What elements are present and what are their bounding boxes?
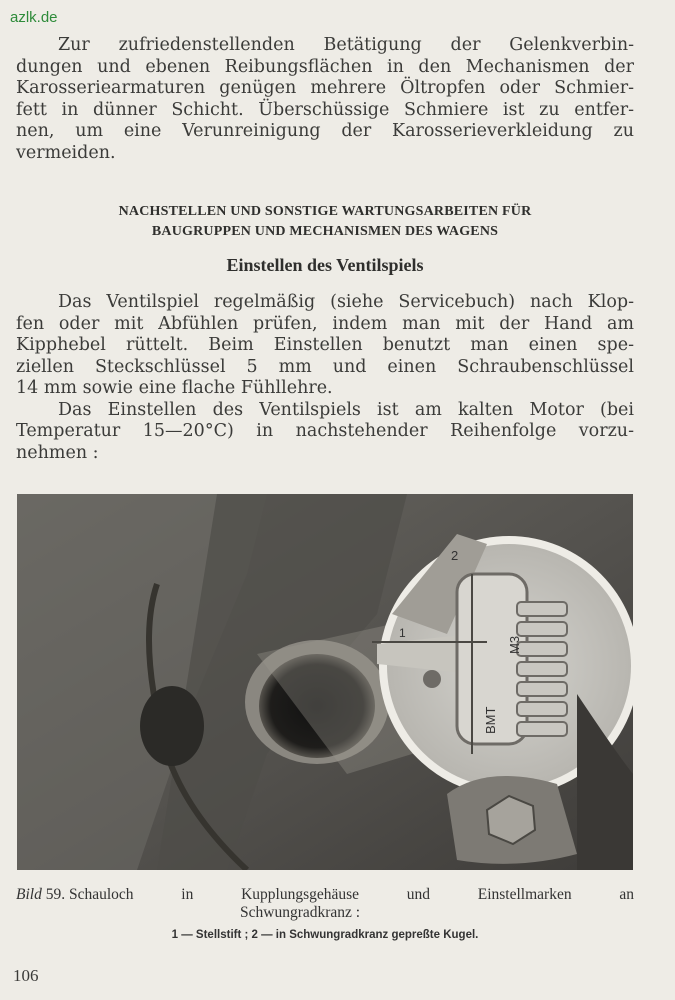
text-line: nehmen : <box>16 442 99 463</box>
mark-label: 1 <box>399 626 406 640</box>
caption-label: Bild <box>16 886 42 903</box>
flywheel-inspection-photo <box>17 494 633 870</box>
caption-lead <box>16 886 134 904</box>
text-line: Zur zufriedenstellenden Betätigung der Gelenkverbin- <box>58 35 634 55</box>
caption-word: Einstellmarken <box>477 886 572 903</box>
mark-label: ВМТ <box>483 706 498 734</box>
caption-line: Schwungradkranz : <box>240 904 361 921</box>
text-line: Kipphebel rüttelt. Beim Einstellen benutzt man einen spe- <box>16 335 634 355</box>
text-line: nen, um eine Verunreinigung der Karosserieverkleidung zu <box>16 121 634 141</box>
caption-line <box>16 886 634 904</box>
figure-photo <box>17 494 633 870</box>
caption-number: 59. <box>45 886 66 903</box>
section-heading <box>16 202 634 242</box>
text-line: vermeiden. <box>16 142 116 163</box>
text-line: Das Einstellen des Ventilspiels ist am kalten Motor (bei <box>58 399 634 420</box>
text-line: Karosseriearmaturen genügen mehrere Öltropfen oder Schmier- <box>16 78 634 98</box>
text-line: Temperatur 15—20°C) in nachstehender Reihenfolge vorzu- <box>16 421 634 441</box>
caption-word: in <box>181 886 194 903</box>
caption-word: Kupplungsgehäuse <box>241 886 360 903</box>
caption-word: an <box>619 886 634 903</box>
mark-label: 2 <box>451 548 459 563</box>
intro-paragraph <box>16 35 634 164</box>
caption-word: Schauloch <box>68 886 134 903</box>
text-line: Das Ventilspiel regelmäßig (siehe Servicebuch) nach Klop- <box>58 292 634 312</box>
caption-word: und <box>406 886 431 903</box>
section-heading-line: NACHSTELLEN UND SONSTIGE WARTUNGSARBEITEN FÜR <box>118 204 532 219</box>
mark-label: М3 <box>507 635 522 654</box>
text-line: fen oder mit Abfühlen prüfen, indem man mit der Hand am <box>16 313 634 334</box>
subheading: Einstellen des Ventilspiels <box>226 255 424 275</box>
page-number: 106 <box>13 966 39 985</box>
watermark: azlk.de <box>10 9 58 26</box>
text-line: dungen und ebenen Reibungsflächen in den Mechanismen der <box>16 56 634 77</box>
section-heading-line: BAUGRUPPEN UND MECHANISMEN DES WAGENS <box>151 224 499 239</box>
text-line: ziellen Steckschlüssel 5 mm und einen Schraubenschlüssel <box>16 356 634 377</box>
text-line: fett in dünner Schicht. Überschüssige Schmiere ist zu entfer- <box>16 99 634 120</box>
text-line: 14 mm sowie eine flache Fühllehre. <box>16 378 333 398</box>
figure-caption <box>16 886 634 922</box>
figure-legend: 1 — Stellstift ; 2 — in Schwungradkranz gepreßte Kugel. <box>171 929 479 941</box>
paragraph-valve-check <box>16 292 634 464</box>
